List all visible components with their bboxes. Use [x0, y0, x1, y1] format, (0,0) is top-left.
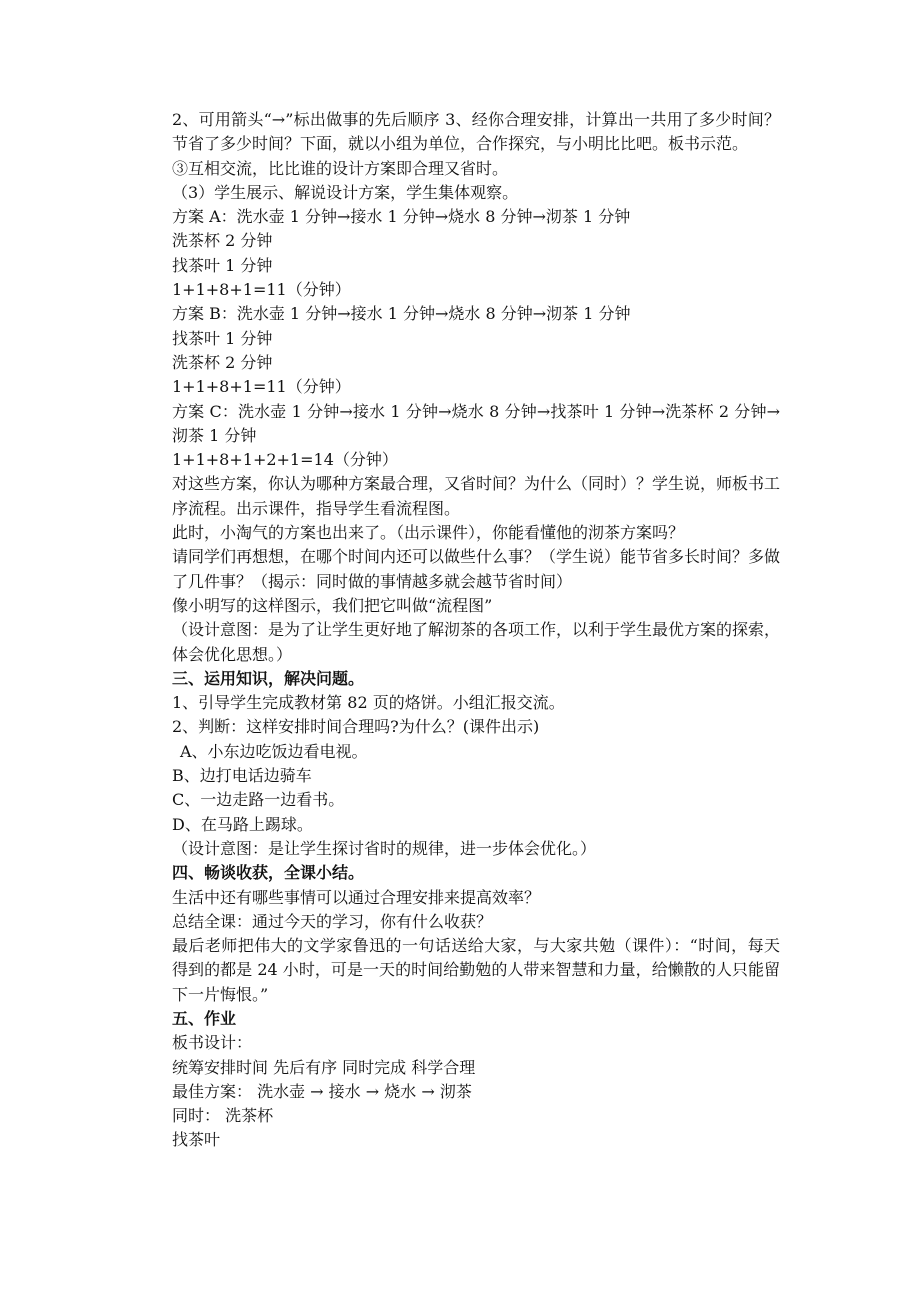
section-heading: 四、畅谈收获，全课小结。 — [172, 863, 365, 883]
paragraph: （设计意图：是让学生探讨省时的规律，进一步体会优化。） — [172, 838, 597, 858]
paragraph: 最佳方案： 洗水壶 → 接水 → 烧水 → 沏茶 — [172, 1081, 472, 1101]
paragraph: 请同学们再想想，在哪个时间内还可以做些什么事？（学生说）能节省多长时间？多做了几件事？（揭示：同时做的事情越多就会越节省时间） — [172, 547, 781, 591]
paragraph: 1+1+8+1=11（分钟） — [172, 377, 351, 397]
paragraph: 生活中还有哪些事情可以通过合理安排来提高效率？ — [172, 887, 541, 907]
paragraph: 找茶叶 — [172, 1130, 221, 1150]
paragraph: 方案 A：洗水壶 1 分钟→接水 1 分钟→烧水 8 分钟→沏茶 1 分钟 — [172, 207, 631, 227]
paragraph: A、小东边吃饭边看电视。 — [180, 741, 368, 761]
paragraph: 找茶叶 1 分钟 — [172, 255, 273, 275]
paragraph: 总结全课：通过今天的学习，你有什么收获？ — [172, 911, 493, 931]
paragraph: D、在马路上踢球。 — [172, 814, 313, 834]
paragraph: 2、判断：这样安排时间合理吗?为什么？(课件出示) — [172, 717, 540, 737]
paragraph: （3）学生展示、解说设计方案，学生集体观察。 — [172, 182, 519, 202]
paragraph: C、一边走路一边看书。 — [172, 790, 345, 810]
paragraph: B、边打电话边骑车 — [172, 766, 312, 786]
paragraph: 同时： 洗茶杯 — [172, 1106, 274, 1126]
paragraph: 最后老师把伟大的文学家鲁迅的一句话送给大家，与大家共勉（课件）：“时间，每天得到的都是 24 小时，可是一天的时间给勤勉的人带来智慧和力量，给懒散的人只能留下一片悔恨。” — [172, 936, 780, 1004]
paragraph: 洗茶杯 2 分钟 — [172, 231, 273, 251]
paragraph: 洗茶杯 2 分钟 — [172, 352, 273, 372]
paragraph: 板书设计： — [172, 1033, 253, 1053]
paragraph: 方案 C：洗水壶 1 分钟→接水 1 分钟→烧水 8 分钟→找茶叶 1 分钟→洗茶杯 2 分钟→沏茶 1 分钟 — [172, 401, 780, 445]
paragraph: 找茶叶 1 分钟 — [172, 328, 273, 348]
paragraph: 1+1+8+1=11（分钟） — [172, 280, 351, 300]
paragraph: 像小明写的这样图示，我们把它叫做“流程图” — [172, 595, 493, 615]
paragraph: 此时，小淘气的方案也出来了。（出示课件），你能看懂他的沏茶方案吗？ — [172, 523, 685, 543]
paragraph: ③互相交流，比比谁的设计方案即合理又省时。 — [172, 158, 509, 178]
section-heading: 三、运用知识，解决问题。 — [172, 668, 365, 688]
paragraph: 1+1+8+1+2+1=14（分钟） — [172, 450, 398, 470]
document-body — [140, 108, 780, 1153]
paragraph: 2、可用箭头“→”标出做事的先后顺序 3、经你合理安排，计算出一共用了多少时间？节省了多少时间？下面，就以小组为单位，合作探究，与小明比比吧。板书示范。 — [172, 110, 780, 154]
paragraph: 对这些方案，你认为哪种方案最合理，又省时间？为什么（同时）？学生说，师板书工序流程。出示课件，指导学生看流程图。 — [172, 474, 781, 518]
paragraph: （设计意图：是为了让学生更好地了解沏茶的各项工作，以利于学生最优方案的探索，体会优化思想。） — [172, 620, 781, 664]
paragraph: 1、引导学生完成教材第 82 页的烙饼。小组汇报交流。 — [172, 693, 565, 713]
paragraph: 统筹安排时间 先后有序 同时完成 科学合理 — [172, 1057, 476, 1077]
section-heading: 五、作业 — [172, 1008, 237, 1028]
paragraph: 方案 B：洗水壶 1 分钟→接水 1 分钟→烧水 8 分钟→沏茶 1 分钟 — [172, 304, 631, 324]
